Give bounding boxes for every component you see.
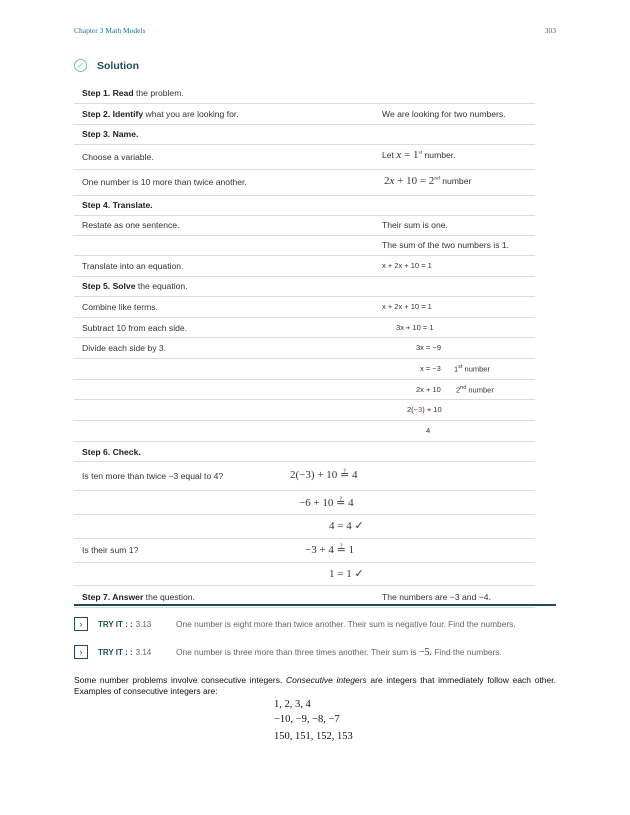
divide-text: Divide each side by 3.: [82, 343, 167, 353]
try-it-3-13: [74, 617, 516, 631]
step7-text: the question.: [143, 592, 195, 602]
table-row: [74, 277, 535, 297]
equation-6: 2x + 10: [416, 385, 441, 394]
table-row: [74, 442, 535, 462]
step2-answer: We are looking for two numbers.: [382, 109, 506, 119]
combine-text: Combine like terms.: [82, 302, 158, 312]
first-number-label: 1st number: [454, 364, 490, 374]
step2-label: Step 2. Identify: [82, 109, 144, 119]
step5-text: the equation.: [135, 281, 188, 291]
table-row: [74, 170, 535, 196]
equation-8: 4: [426, 426, 431, 435]
let-statement: Let x = 1st number.: [382, 149, 456, 161]
table-row: [74, 421, 535, 442]
table-row: [74, 216, 535, 236]
table-row: [74, 491, 535, 515]
table-row: [74, 236, 535, 256]
table-row: [74, 462, 535, 491]
translate-text: Translate into an equation.: [82, 261, 184, 271]
sum-sentence: The sum of the two numbers is 1.: [382, 240, 510, 250]
choose-variable: Choose a variable.: [82, 152, 154, 162]
table-row: [74, 400, 535, 421]
page-number: 303: [544, 26, 556, 35]
restate-text: Restate as one sentence.: [82, 220, 180, 230]
check-2: −6 + 10 ≟ 4: [299, 497, 354, 509]
step5-label: Step 5. Solve: [82, 281, 136, 291]
check-question-2: Is their sum 1?: [82, 545, 139, 555]
solution-heading: [74, 59, 139, 72]
check-4: −3 + 4 ≟ 1: [305, 544, 355, 556]
try-it-text: One number is three more than three times another. Their sum is −5. Find the numbers.: [176, 646, 502, 658]
second-number-expr: 2x + 10 = 2nd number: [384, 175, 472, 187]
table-row: [74, 539, 535, 563]
step3-label: Step 3. Name.: [82, 129, 139, 139]
example-list-1: 1, 2, 3, 4: [274, 699, 311, 710]
try-it-number: 3.14: [135, 647, 152, 657]
step2-text: what you are looking for.: [143, 109, 239, 119]
chevron-right-icon[interactable]: ›: [74, 645, 88, 659]
step1-label: Step 1. Read: [82, 88, 134, 98]
section-divider: [74, 604, 556, 606]
chevron-right-icon[interactable]: ›: [74, 617, 88, 631]
solution-table: [74, 84, 535, 608]
term-consecutive-integers: Consecutive integers: [286, 675, 367, 685]
table-row: [74, 338, 535, 359]
example-list-2: −10, −9, −8, −7: [274, 714, 340, 725]
table-row: [74, 380, 535, 400]
equation-4: 3x = −9: [416, 343, 442, 352]
table-row: [74, 256, 535, 277]
subtract-text: Subtract 10 from each side.: [82, 323, 188, 333]
equation-5: x = −3: [420, 364, 441, 373]
solution-title: Solution: [97, 59, 139, 72]
try-it-label: TRY IT : :: [98, 647, 133, 657]
step6-label: Step 6. Check.: [82, 447, 141, 457]
one-number-sentence: One number is 10 more than twice another.: [82, 177, 247, 187]
final-answer: The numbers are −3 and −4.: [382, 592, 491, 602]
table-row: [74, 563, 535, 586]
table-row: [74, 104, 535, 125]
table-row: [74, 145, 535, 170]
try-it-text: One number is eight more than twice another. Their sum is negative four. Find the numbers.: [176, 619, 516, 629]
table-row: [74, 84, 535, 104]
example-list-3: 150, 151, 152, 153: [274, 731, 353, 742]
try-it-label: TRY IT : :: [98, 619, 133, 629]
check-1: 2(−3) + 10 ≟ 4: [290, 469, 358, 481]
chapter-title: Chapter 3 Math Models: [74, 26, 146, 35]
table-row: [74, 515, 535, 539]
table-row: [74, 125, 535, 145]
try-it-3-14: [74, 645, 502, 659]
table-row: [74, 196, 535, 216]
equation-1: x + 2x + 10 = 1: [382, 261, 432, 270]
step4-label: Step 4. Translate.: [82, 200, 153, 210]
step1-text: the problem.: [133, 88, 184, 98]
equation-2: x + 2x + 10 = 1: [382, 302, 432, 311]
step7-label: Step 7. Answer: [82, 592, 144, 602]
equation-3: 3x + 10 = 1: [396, 323, 434, 332]
table-row: [74, 297, 535, 318]
table-row: [74, 359, 535, 380]
check-5: 1 = 1 ✓: [329, 568, 364, 580]
table-row: [74, 318, 535, 338]
sum-is-one: Their sum is one.: [382, 220, 448, 230]
try-it-number: 3.13: [135, 619, 152, 629]
check-3: 4 = 4 ✓: [329, 520, 364, 532]
equation-7: 2(−3) + 10: [407, 405, 442, 414]
check-circle-icon: ✓: [74, 59, 87, 72]
check-question-1: Is ten more than twice −3 equal to 4?: [82, 471, 224, 481]
second-number-label: 2nd number: [456, 385, 494, 395]
consecutive-integers-paragraph: Some number problems involve consecutive integers. Consecutive integers are integers that immediately follow each other. Examples of consecutive integers are:: [74, 675, 556, 696]
